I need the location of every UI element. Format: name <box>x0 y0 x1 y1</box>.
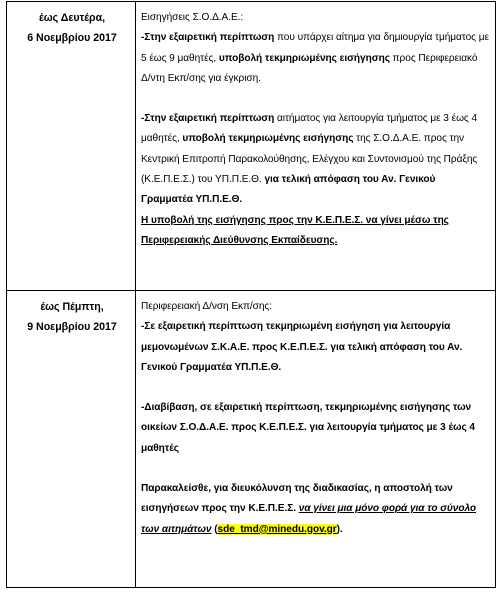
section-heading: Περιφερειακή Δ/νση Εκπ/σης: <box>141 301 272 312</box>
paragraph-text: προς Περιφερειακό Δ/ντη Εκπ/σης για έγκριση. <box>141 52 478 84</box>
emphasis-bold: για τελική απόφαση του Αν. Γενικού Γραμματέα ΥΠ.Π.Ε.Θ. <box>141 174 436 206</box>
table-row <box>7 2 496 291</box>
paragraph-text: που υπάρχει αίτημα για δημιουργία τμήματος με 5 έως 9 μαθητές, <box>141 32 489 64</box>
date-full: 6 Νοεμβρίου 2017 <box>27 32 117 45</box>
paragraph <box>141 479 489 540</box>
date-weekday: έως Πέμπτη, <box>40 301 104 313</box>
date-weekday: έως Δευτέρα, <box>38 12 106 24</box>
schedule-table <box>6 1 496 588</box>
paren-open: ( <box>211 523 218 535</box>
emphasis-lead: -Στην εξαιρετική περίπτωση <box>141 113 275 125</box>
date-cell <box>7 291 136 588</box>
emphasis-bold: υποβολή τεκμηριωμένης εισήγησης <box>182 133 354 145</box>
date-cell <box>7 2 136 291</box>
underlined-note: Η υποβολή της εισήγησης προς την Κ.Ε.Π.Ε.Σ. να γίνει μέσω της Περιφερειακής Διεύθυνσης Εκπαίδευσης. <box>141 214 449 246</box>
emphasis-bold: υποβολή τεκμηριωμένης εισήγησης <box>218 52 390 64</box>
paragraph-text: αιτήματος για λειτουργία τμήματος με 3 έως 4 μαθητές, <box>141 113 478 145</box>
content-cell <box>136 2 496 291</box>
paragraph <box>141 109 489 210</box>
paren-close: ). <box>336 523 343 535</box>
underlined-emphasis: να γίνει μια μόνο φορά για το σύνολο των αιτημάτων <box>141 503 476 535</box>
table-row <box>7 291 496 588</box>
paragraph <box>141 28 489 89</box>
paragraph-text: Παρακαλείσθε, για διευκόλυνση της διαδικασίας, η αποστολή των εισηγήσεων προς την Κ.Ε.Π.Ε.Σ. <box>141 483 453 515</box>
paragraph-text: της Σ.Ο.Δ.Α.Ε. προς την Κεντρική Επιτροπή Παρακολούθησης, Ελέγχου και Συντονισμού της Πράξης (Κ.Ε.Π.Ε.Σ.) του ΥΠ.Π.Ε.Θ. <box>141 133 478 186</box>
deadline-date <box>7 2 135 49</box>
paragraph: -Σε εξαιρετική περίπτωση τεκμηριωμένη εισήγηση για λειτουργία μεμονωμένων Σ.Κ.Α.Ε. προς Κ.Ε.Π.Ε.Σ. για τελική απόφαση του Αν. Γενικού Γραμματέα ΥΠ.Π.Ε.Θ. <box>141 321 463 373</box>
deadline-date <box>7 291 135 338</box>
content-cell <box>136 291 496 588</box>
date-full: 9 Νοεμβρίου 2017 <box>27 321 117 334</box>
paragraph: -Διαβίβαση, σε εξαιρετική περίπτωση, τεκμηριωμένης εισήγησης των οικείων Σ.Ο.Δ.Α.Ε. προς Κ.Ε.Π.Ε.Σ. για λειτουργία τμήματος με 3 έως 4 μαθητές <box>141 402 475 454</box>
section-heading: Εισηγήσεις Σ.Ο.Δ.Α.Ε.: <box>141 12 244 23</box>
email-link[interactable]: sde_tmd@minedu.gov.gr <box>217 523 337 535</box>
emphasis-lead: -Στην εξαιρετική περίπτωση <box>141 32 275 44</box>
